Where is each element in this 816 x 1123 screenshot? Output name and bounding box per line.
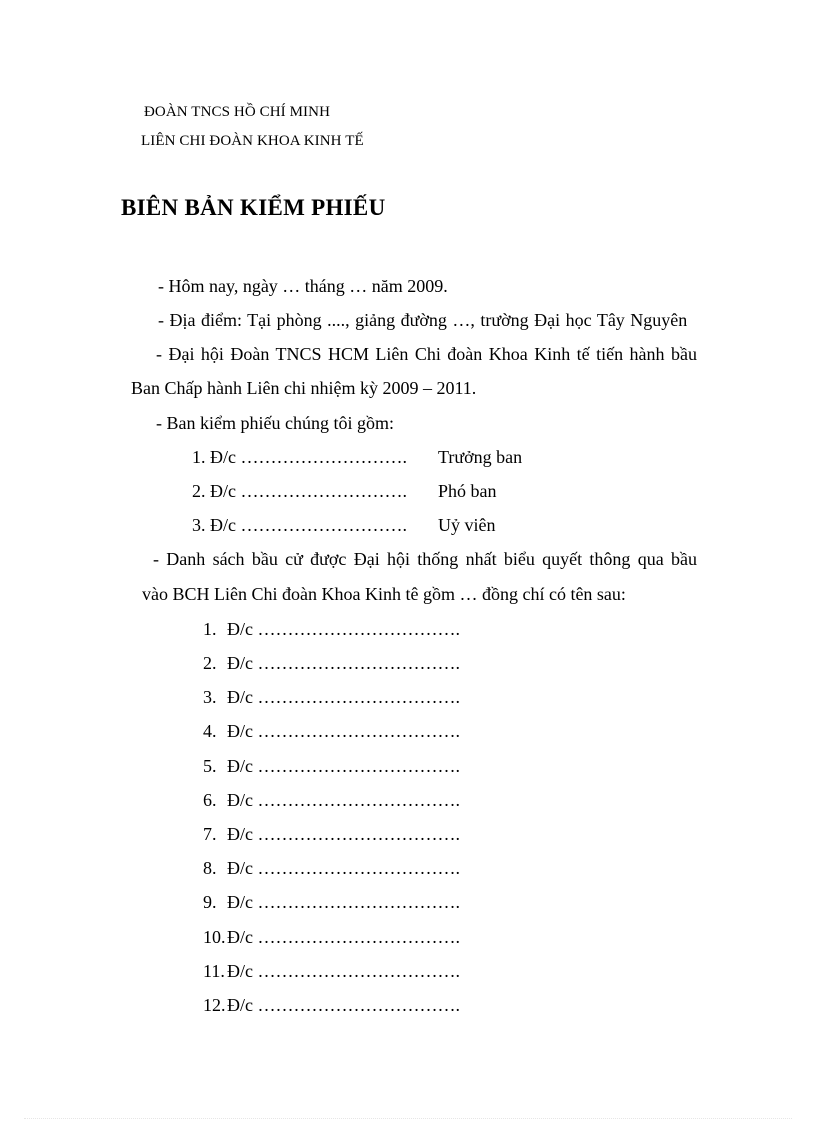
date-line: - Hôm nay, ngày … tháng … năm 2009. (158, 276, 448, 296)
candidate-number: 4. (203, 721, 217, 741)
candidate-number: 10. (203, 927, 226, 947)
candidate-number: 6. (203, 790, 217, 810)
committee-member-1 (192, 447, 523, 468)
candidate-number: 1. (203, 619, 217, 639)
candidate-item (203, 653, 460, 674)
list-intro-line-1: - Danh sách bầu cử được Đại hội thống nhất biểu quyết thông qua bầu (153, 549, 697, 569)
candidate-text: Đ/c ……………………………. (227, 927, 460, 947)
candidate-number: 12. (203, 995, 226, 1015)
candidate-item (203, 858, 460, 879)
place-line: - Địa điểm: Tại phòng ...., giảng đường …, trường Đại học Tây Nguyên (158, 310, 688, 330)
candidate-number: 5. (203, 756, 217, 776)
candidate-text: Đ/c ……………………………. (227, 756, 460, 776)
candidate-text: Đ/c ……………………………. (227, 995, 460, 1015)
committee-member-role: Uỷ viên (438, 515, 496, 535)
candidate-item (203, 824, 460, 845)
candidate-text: Đ/c ……………………………. (227, 790, 460, 810)
org-name-line-1: ĐOÀN TNCS HỒ CHÍ MINH (144, 104, 330, 120)
committee-member-label: 3. Đ/c ………………………. (192, 515, 407, 535)
candidate-number: 8. (203, 858, 217, 878)
committee-member-2 (192, 481, 497, 502)
candidate-text: Đ/c ……………………………. (227, 619, 460, 639)
document-title: BIÊN BẢN KIỂM PHIẾU (121, 195, 386, 220)
committee-member-3 (192, 515, 496, 536)
committee-member-role: Phó ban (438, 481, 497, 501)
candidate-item (203, 756, 460, 777)
candidate-number: 2. (203, 653, 217, 673)
candidate-item (203, 927, 460, 948)
candidate-number: 7. (203, 824, 217, 844)
candidate-number: 3. (203, 687, 217, 707)
candidate-text: Đ/c ……………………………. (227, 892, 460, 912)
candidate-number: 11. (203, 961, 225, 981)
congress-line-1: - Đại hội Đoàn TNCS HCM Liên Chi đoàn Khoa Kinh tế tiến hành bầu (156, 344, 697, 364)
committee-member-label: 1. Đ/c ………………………. (192, 447, 407, 467)
congress-line-2: Ban Chấp hành Liên chi nhiệm kỳ 2009 – 2011. (131, 378, 477, 398)
committee-member-role: Trưởng ban (438, 447, 523, 467)
candidate-text: Đ/c ……………………………. (227, 653, 460, 673)
candidate-text: Đ/c ……………………………. (227, 687, 460, 707)
candidate-item (203, 961, 460, 982)
candidate-text: Đ/c ……………………………. (227, 858, 460, 878)
committee-intro: - Ban kiểm phiếu chúng tôi gồm: (156, 413, 394, 433)
candidate-number: 9. (203, 892, 217, 912)
candidate-item (203, 995, 460, 1016)
candidate-item (203, 892, 460, 913)
org-name-line-2: LIÊN CHI ĐOÀN KHOA KINH TẾ (141, 133, 364, 149)
candidate-item (203, 687, 460, 708)
candidate-text: Đ/c ……………………………. (227, 961, 460, 981)
list-intro-line-2: vào BCH Liên Chi đoàn Khoa Kinh tê gồm … đồng chí có tên sau: (142, 584, 626, 604)
candidate-item (203, 721, 460, 742)
candidate-item (203, 790, 460, 811)
candidate-item (203, 619, 460, 640)
committee-member-label: 2. Đ/c ………………………. (192, 481, 407, 501)
candidate-text: Đ/c ……………………………. (227, 721, 460, 741)
page-bottom-divider (24, 1118, 792, 1119)
candidate-text: Đ/c ……………………………. (227, 824, 460, 844)
